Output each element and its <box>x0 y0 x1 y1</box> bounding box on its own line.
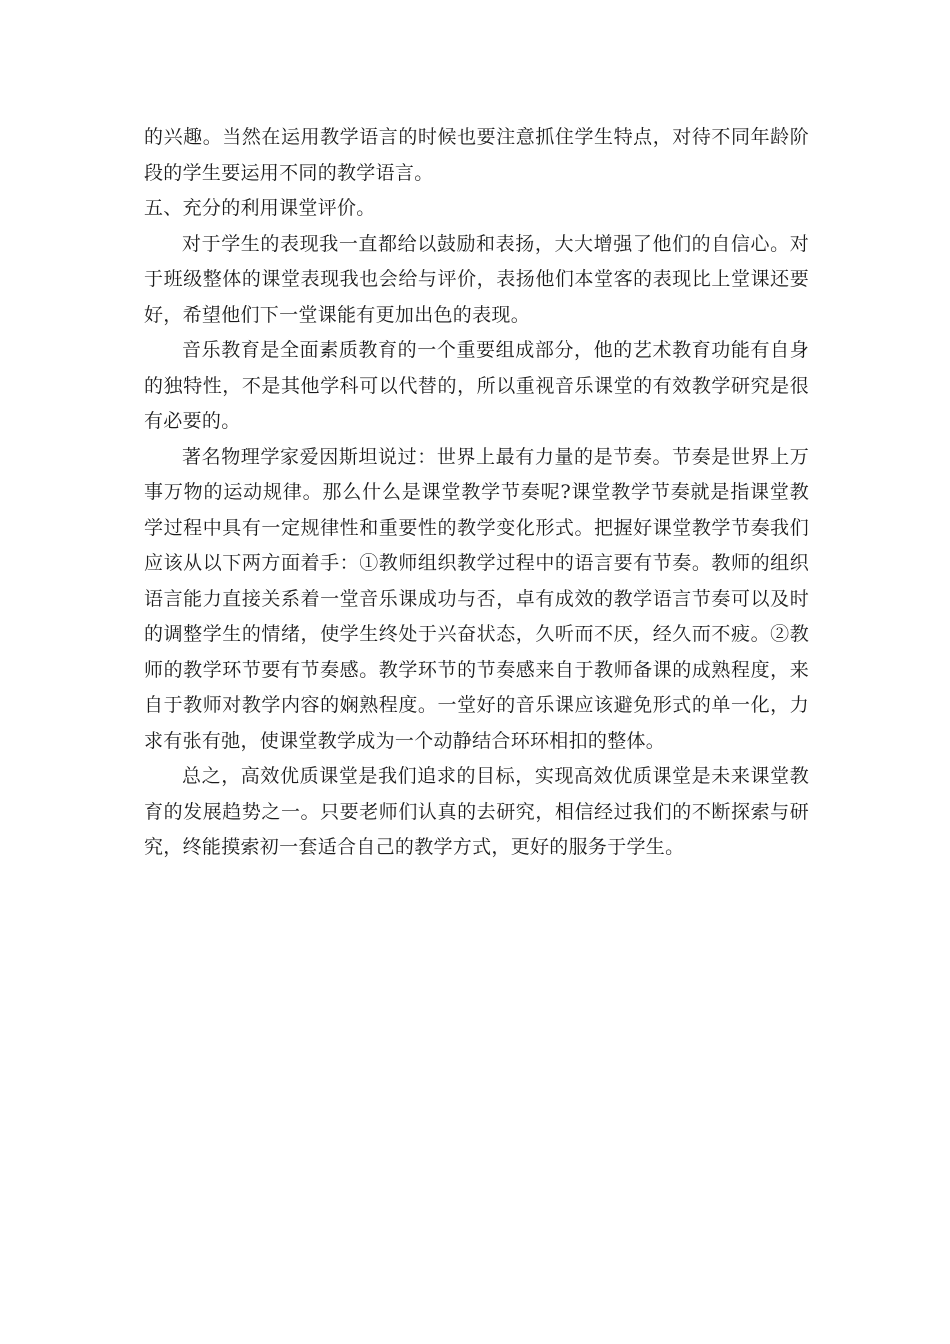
paragraph-continuation: 的兴趣。当然在运用教学语言的时候也要注意抓住学生特点，对待不同年龄阶段的学生要运用不同的教学语言。 <box>144 126 809 184</box>
document-body <box>144 120 809 866</box>
paragraph-conclusion: 总之，高效优质课堂是我们追求的目标，实现高效优质课堂是未来课堂教育的发展趋势之一。只要老师们认真的去研究，相信经过我们的不断探索与研究，终能摸索初一套适合自己的教学方式，更好的服务于学生。 <box>144 765 809 858</box>
paragraph-rhythm: 著名物理学家爱因斯坦说过：世界上最有力量的是节奏。节奏是世界上万事万物的运动规律。那么什么是课堂教学节奏呢?课堂教学节奏就是指课堂教学过程中具有一定规律性和重要性的教学变化形式。把握好课堂教学节奏我们应该从以下两方面着手：①教师组织教学过程中的语言要有节奏。教师的组织语言能力直接关系着一堂音乐课成功与否，卓有成效的教学语言节奏可以及时的调整学生的情绪，使学生终处于兴奋状态，久听而不厌，经久而不疲。②教师的教学环节要有节奏感。教学环节的节奏感来自于教师备课的成熟程度，来自于教师对教学内容的娴熟程度。一堂好的音乐课应该避免形式的单一化，力求有张有弛，使课堂教学成为一个动静结合环环相扣的整体。 <box>144 445 809 752</box>
section-heading-5: 五、充分的利用课堂评价。 <box>144 197 376 219</box>
paragraph-music-education: 音乐教育是全面素质教育的一个重要组成部分，他的艺术教育功能有自身的独特性，不是其他学科可以代替的，所以重视音乐课堂的有效教学研究是很有必要的。 <box>144 339 809 432</box>
paragraph-evaluation: 对于学生的表现我一直都给以鼓励和表扬，大大增强了他们的自信心。对于班级整体的课堂表现我也会给与评价，表扬他们本堂客的表现比上堂课还要好，希望他们下一堂课能有更加出色的表现。 <box>144 232 809 326</box>
